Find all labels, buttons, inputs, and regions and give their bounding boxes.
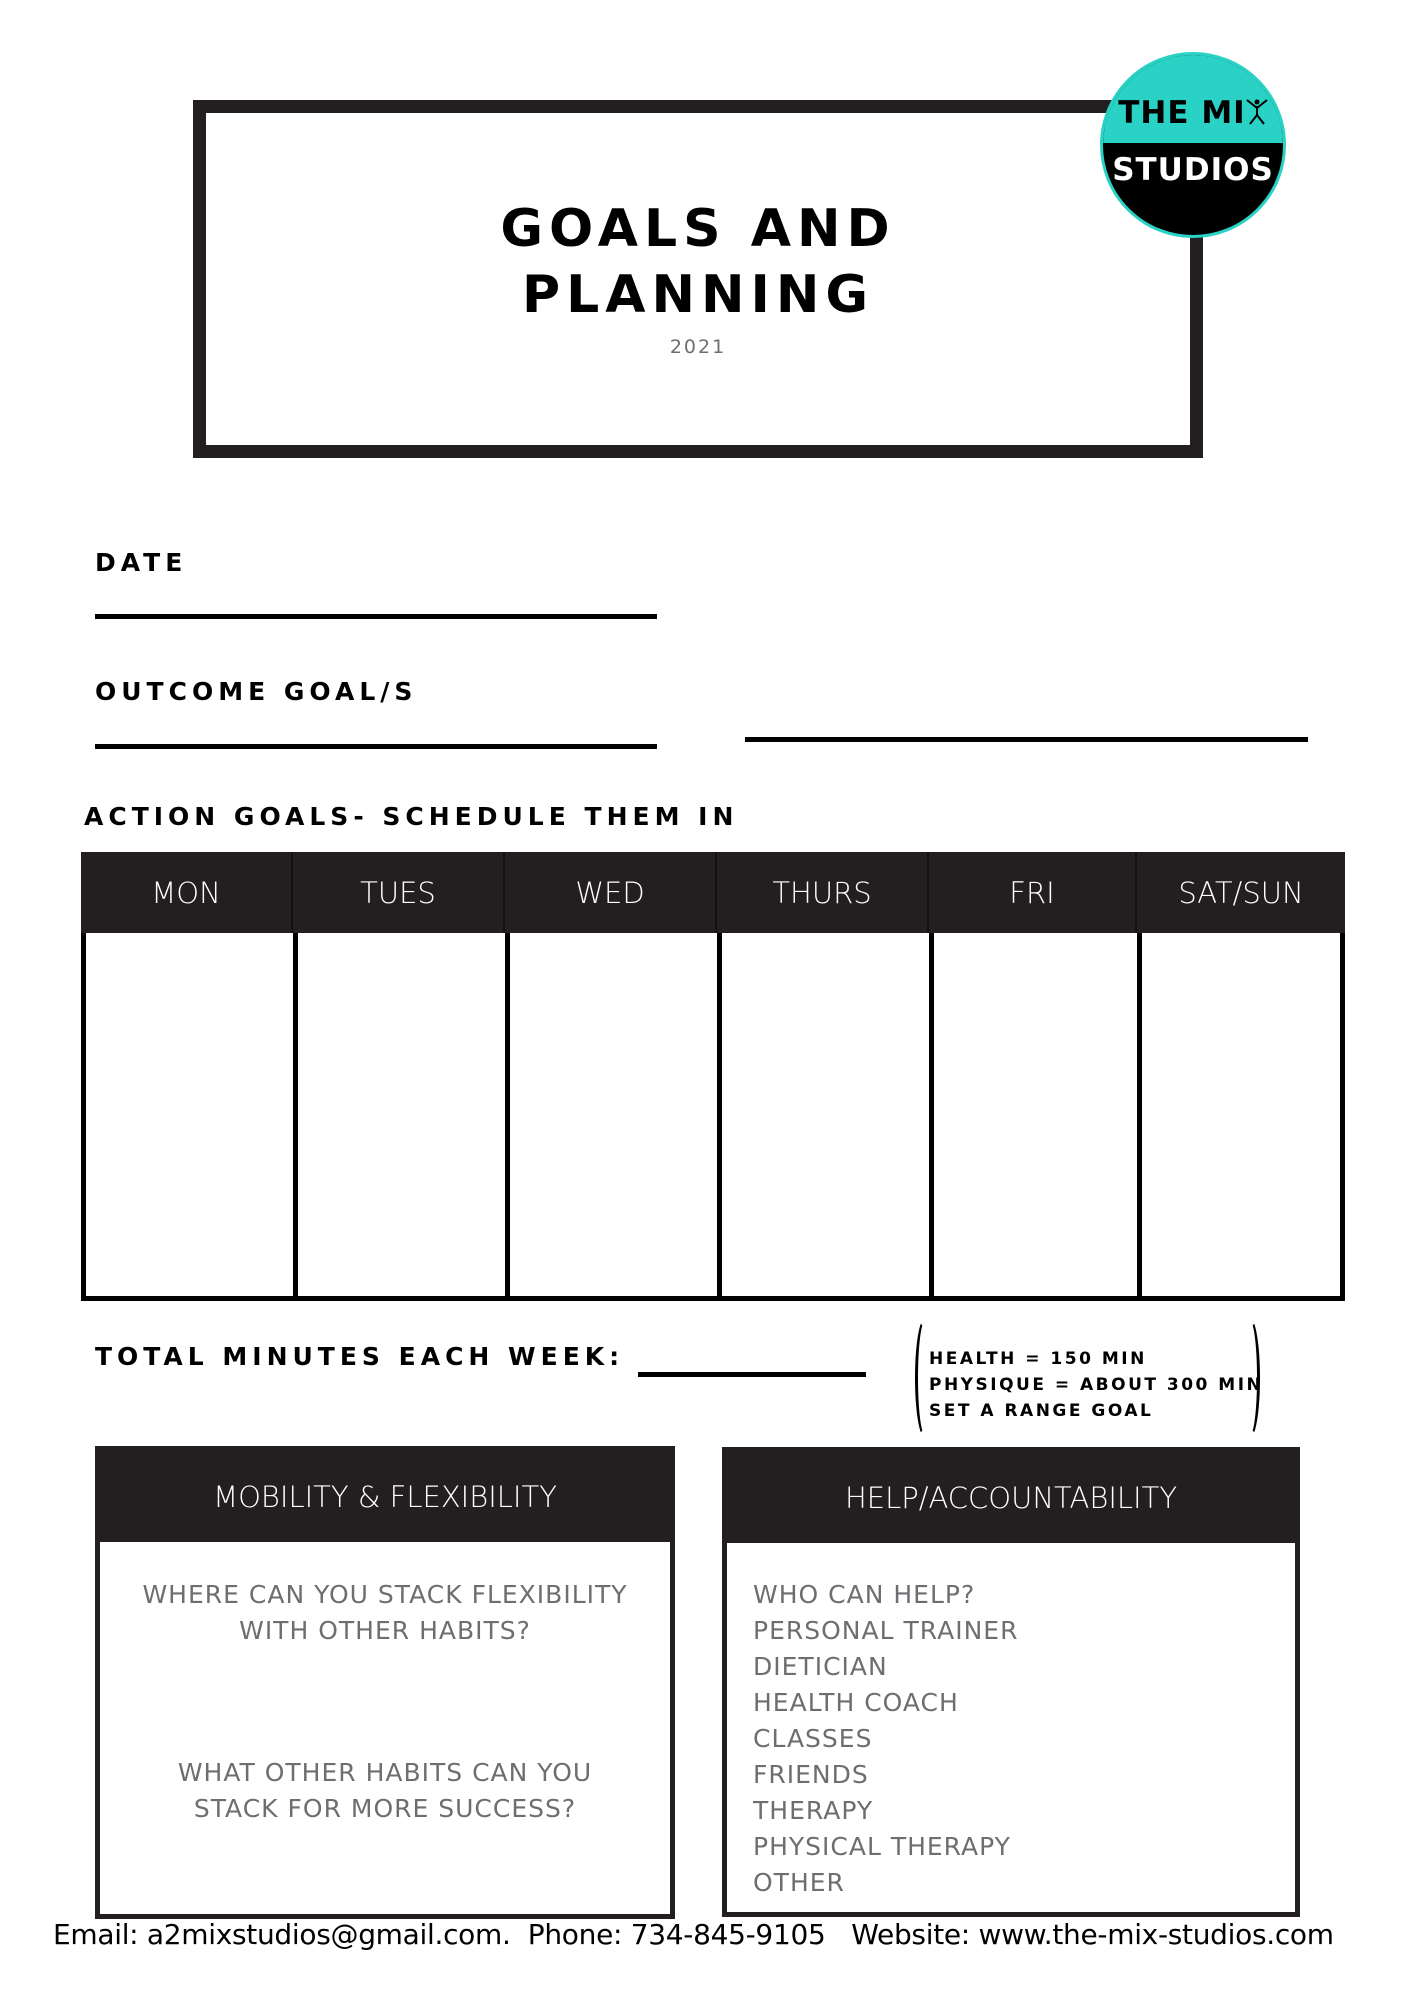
contact-footer: Email: a2mixstudios@gmail.com. Phone: 734-845-9105 Website: www.the-mix-studios.com [53,1918,1334,1951]
schedule-cell-sat-sun[interactable] [1137,933,1345,1301]
question-2-line-1: WHAT OTHER HABITS CAN YOU [177,1758,593,1787]
help-list [753,1577,1018,1901]
brand-logo [1100,52,1286,238]
day-header-sat-sun: SAT/SUN [1178,875,1304,910]
help-list-item: HEALTH COACH [753,1688,959,1717]
day-header-tues: TUES [293,852,505,933]
schedule-header [81,852,1345,933]
day-header-thurs: THURS [717,852,929,933]
mobility-question-1 [100,1577,670,1649]
mobility-flexibility-box [95,1446,675,1919]
help-list-item: THERAPY [753,1796,874,1825]
total-minutes-line[interactable] [638,1372,866,1377]
help-list-item: CLASSES [753,1724,873,1753]
date-field-line[interactable] [95,614,657,619]
logo-text-top [1103,95,1283,131]
help-list-item: OTHER [753,1868,845,1897]
guidance-lines [929,1346,1263,1424]
outcome-goal-line-1[interactable] [95,744,657,749]
total-minutes-label: TOTAL MINUTES EACH WEEK: [95,1342,625,1371]
help-box-title: HELP/ACCOUNTABILITY [727,1452,1295,1543]
schedule-cell-wed[interactable] [505,933,717,1301]
action-goals-label: ACTION GOALS- SCHEDULE THEM IN [84,802,739,831]
minutes-guidance-note [915,1318,1264,1438]
logo-line1-text: THE MI [1118,95,1246,131]
help-accountability-box [722,1447,1300,1917]
weekly-schedule [81,852,1345,1301]
schedule-body [81,933,1345,1301]
schedule-cell-tues[interactable] [293,933,505,1301]
schedule-cell-fri[interactable] [929,933,1137,1301]
title-line-1: GOALS AND [500,199,896,259]
question-1-line-2: WITH OTHER HABITS? [239,1616,531,1645]
day-header-wed: WED [505,852,717,933]
title-line-2: PLANNING [521,265,875,325]
outcome-goals-label: OUTCOME GOAL/S [95,677,418,706]
guidance-range: SET A RANGE GOAL [929,1401,1154,1421]
help-list-item: DIETICIAN [753,1652,888,1681]
mobility-question-2 [100,1755,670,1827]
year-label: 2021 [669,336,727,358]
question-1-line-1: WHERE CAN YOU STACK FLEXIBILITY [142,1580,628,1609]
help-list-item: PHYSICAL THERAPY [753,1832,1011,1861]
date-label: DATE [95,548,188,577]
day-header-mon: MON [81,852,293,933]
mobility-box-title: MOBILITY & FLEXIBILITY [100,1451,670,1542]
page-title [193,196,1203,328]
schedule-cell-thurs[interactable] [717,933,929,1301]
guidance-physique: PHYSIQUE = ABOUT 300 MIN [929,1375,1264,1395]
schedule-cell-mon[interactable] [81,933,293,1301]
right-parenthesis [1240,1318,1260,1438]
day-header-fri: FRI [929,852,1137,933]
question-2-line-2: STACK FOR MORE SUCCESS? [193,1794,577,1823]
help-list-item: FRIENDS [753,1760,869,1789]
person-jumping-icon [1246,99,1268,125]
help-list-item: WHO CAN HELP? [753,1580,976,1609]
logo-text-bottom: STUDIOS [1112,152,1274,188]
guidance-health: HEALTH = 150 MIN [929,1349,1147,1369]
help-list-item: PERSONAL TRAINER [753,1616,1019,1645]
outcome-goal-line-2[interactable] [745,737,1308,742]
